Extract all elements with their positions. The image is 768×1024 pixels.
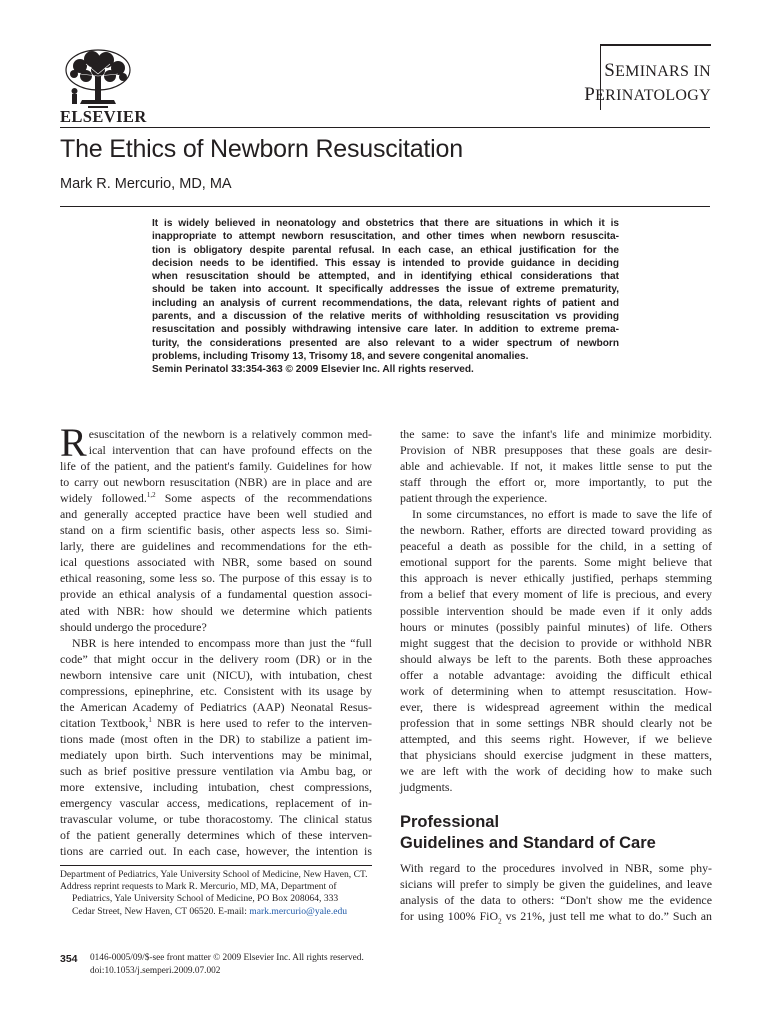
text-line: might suggest that the decision to provide or withhold NBR xyxy=(400,635,712,650)
text-fragment: vs 21%, just tell me what to do.” Such an xyxy=(501,909,712,924)
text-line: In some circumstances, no effort is made to save the life of xyxy=(412,507,712,522)
journal-title-box xyxy=(584,44,711,110)
journal-line1-initial: S xyxy=(604,60,616,81)
dropcap: R xyxy=(60,420,87,465)
text-line: NBR is here intended to encompass more than just the “full xyxy=(72,635,372,650)
doi-line[interactable]: doi:10.1053/j.semperi.2009.07.002 xyxy=(90,966,221,976)
text-fragment: widely followed. xyxy=(60,491,147,506)
text-line: tions made (most often in the DR) to stabilize a patient im- xyxy=(60,731,372,746)
section-body xyxy=(400,860,712,924)
journal-line2-rest: ERINATOLOGY xyxy=(595,87,711,104)
text-line: ethical reasoning, some less so. The purpose of this essay is to xyxy=(60,571,372,586)
abstract-line: inappropriate to attempt newborn resuscitation, and other times when newborn resuscita- xyxy=(152,231,619,243)
text-line: profession that in some settings NBR should clearly not be xyxy=(400,715,712,730)
text-line: stand on a firm scientific basis, other aspects less so. Simi- xyxy=(60,523,372,538)
text-line: should undergo the procedure? xyxy=(60,619,207,634)
text-line: compressions, epinephrine, etc. Consistent with its usage by xyxy=(60,683,372,698)
publisher-name: ELSEVIER xyxy=(60,107,147,126)
text-line: hours or minutes (possibly painful minutes) of life. Others xyxy=(400,619,712,634)
text-line: such as brief positive pressure ventilation via Ambu bag, or xyxy=(60,763,372,778)
abstract-line: Semin Perinatol 33:354-363 © 2009 Elsevier Inc. All rights reserved. xyxy=(152,364,474,376)
text-line: offer a notable advantage: avoiding the difficult ethical xyxy=(400,667,712,682)
body-column-left xyxy=(60,420,372,859)
abstract-line: tion is obligatory despite parental refusal. In each case, an ethical justification for the xyxy=(152,244,619,256)
body-column-right xyxy=(400,426,712,795)
text-line: and generally accepted practice have been well studied and xyxy=(60,507,372,522)
footnote-line: Department of Pediatrics, Yale University School of Medicine, New Haven, CT. xyxy=(60,869,368,880)
text-line: provide an ethical analysis of a fundamental question associ- xyxy=(60,587,372,602)
section-heading xyxy=(400,812,656,854)
footnote-line: Pediatrics, Yale University School of Medicine, PO Box 208064, 333 xyxy=(72,893,339,905)
citation-superscript: 1,2 xyxy=(146,491,156,500)
text-line: this approach is never ethically justified, perhaps stemming xyxy=(400,571,712,586)
journal-title-line1 xyxy=(604,60,711,82)
footnote-rule xyxy=(60,865,372,866)
journal-line2-initial: P xyxy=(584,84,596,105)
header-rule xyxy=(60,127,710,128)
footnote-line xyxy=(60,906,372,918)
article-author: Mark R. Mercurio, MD, MA xyxy=(60,176,232,192)
text-line: to carry out newborn resuscitation (NBR) are in place and are xyxy=(60,475,372,490)
text-line: the newborn. Rather, efforts are directed toward providing as xyxy=(400,523,712,538)
abstract-line: turity, the considerations presented are also relevant to a wider spectrum of newborn xyxy=(152,337,619,349)
text-line: from a belief that every moment of life is precious, and every xyxy=(400,587,712,602)
footer-meta xyxy=(90,952,364,978)
text-line: we are left with the work of deciding how to make such xyxy=(400,763,712,778)
footnote xyxy=(60,869,372,918)
text-line: code” that might occur in the delivery room (DR) or in the xyxy=(60,651,372,666)
page-number: 354 xyxy=(60,953,78,965)
text-line: of the patient generally determines which of these interven- xyxy=(60,828,372,843)
text-fragment: for using 100% FiO xyxy=(400,909,499,924)
text-line: peaceful a death as possible for the child, in a setting of xyxy=(400,539,712,554)
abstract-line: when resuscitation should be attempted, and in identifying ethical considerations that xyxy=(152,271,619,283)
text-line xyxy=(60,715,372,731)
text-line: newborn intensive care unit (NICU), with intubation, chest xyxy=(60,667,372,682)
text-line: ever, there is widespread agreement within the medical xyxy=(400,699,712,714)
text-line: mediately upon birth. Such interventions may be minimal, xyxy=(60,747,372,762)
text-line: analysis of the data to others: “Don't show me the evidence xyxy=(400,893,712,908)
text-line: more extensive, including intubation, chest compressions, xyxy=(60,780,372,795)
journal-title-line2 xyxy=(584,84,711,106)
section-heading-line2: Guidelines and Standard of Care xyxy=(400,834,656,852)
text-fragment: citation Textbook, xyxy=(60,715,149,730)
copyright-line: 0146-0005/09/$-see front matter © 2009 Elsevier Inc. All rights reserved. xyxy=(90,953,364,963)
footnote-fragment: Cedar Street, New Haven, CT 06520. E-mail: xyxy=(72,905,250,917)
text-line: judgments. xyxy=(400,780,453,795)
abstract-line: should be taken into account. It specifically addresses the issue of extreme prematurity, xyxy=(152,284,619,296)
text-line: possible intervention should be made even if it only adds xyxy=(400,603,712,618)
text-line: should always be left to the parents. Both these approaches xyxy=(400,651,712,666)
text-line xyxy=(400,908,712,924)
text-line: ical questions associated with NBR, some based on sound xyxy=(60,555,372,570)
subscript: 2 xyxy=(498,917,502,926)
section-heading-line1: Professional xyxy=(400,813,500,831)
abstract xyxy=(152,217,619,377)
text-line: the same: to save the infant's life and minimize morbidity. xyxy=(400,427,712,441)
abstract-line: including an analysis of current recommendations, the data, relevant rights of patient and xyxy=(152,297,619,309)
abstract-line: decision needs to be identified. This essay is intended to provide guidance in deciding xyxy=(152,257,619,269)
text-line: sicians will prefer to simply be given the guidelines, and leave xyxy=(400,877,712,892)
text-line: ical intervention that can have profound effects on the xyxy=(88,443,372,458)
article-title: The Ethics of Newborn Resuscitation xyxy=(60,135,463,163)
footnote-line: Address reprint requests to Mark R. Mercurio, MD, MA, Department of xyxy=(60,881,337,893)
citation-superscript: 1 xyxy=(148,715,152,724)
text-line: emotional support for the parents. Some might believe that xyxy=(400,555,712,570)
text-line: the American Academy of Pediatrics (AAP) Neonatal Resus- xyxy=(60,699,372,714)
text-line: work of determining when to attempt resuscitation. How- xyxy=(400,683,712,698)
text-fragment: NBR is here used to refer to the interven- xyxy=(151,715,372,730)
text-line: esuscitation of the newborn is a relatively common med- xyxy=(88,427,372,441)
text-line: life of the patient, and the patient's family. Guidelines for how xyxy=(60,459,372,474)
text-line: patient through the experience. xyxy=(400,491,548,506)
abstract-line: problems, including Trisomy 13, Trisomy 18, and severe congenital anomalies. xyxy=(152,350,529,362)
journal-line1-rest: EMINARS IN xyxy=(615,63,711,80)
abstract-line: It is widely believed in neonatology and obstetrics that there are situations in which it is xyxy=(152,218,619,229)
text-line: able and achievable. If not, it makes little sense to put the xyxy=(400,459,712,474)
text-line: attempted, and this seems right. However, if we believe xyxy=(400,731,712,746)
abstract-line: resuscitation and possibly withdrawing intensive care later. In addition to extreme prema- xyxy=(152,324,619,336)
abstract-rule xyxy=(60,206,710,207)
text-line: travascular volume, or tube thoracostomy. The clinical status xyxy=(60,812,372,827)
text-line xyxy=(60,490,372,506)
text-line: tions are carried out. In each case, however, the intention is xyxy=(60,844,372,859)
abstract-line: parents, and a discussion of the relative merits of withholding resuscitation vs providing xyxy=(152,311,619,323)
text-line: ated with NBR: how should we determine which patients xyxy=(60,603,372,618)
email-link[interactable]: mark.mercurio@yale.edu xyxy=(249,905,348,917)
text-line: larly, there are guidelines and recommendations for the eth- xyxy=(60,539,372,554)
text-line: With regard to the procedures involved in NBR, some phy- xyxy=(400,861,712,875)
text-fragment: Some aspects of the recommendations xyxy=(155,491,372,506)
text-line: emergency vascular access, medications, replacement of in- xyxy=(60,796,372,811)
text-line: that physicians should exercise judgment in these matters, xyxy=(400,747,712,762)
text-line: Provision of NBR presupposes that these goals are desir- xyxy=(400,443,712,458)
text-line: staff through the effort or, more importantly, to put the xyxy=(400,475,712,490)
